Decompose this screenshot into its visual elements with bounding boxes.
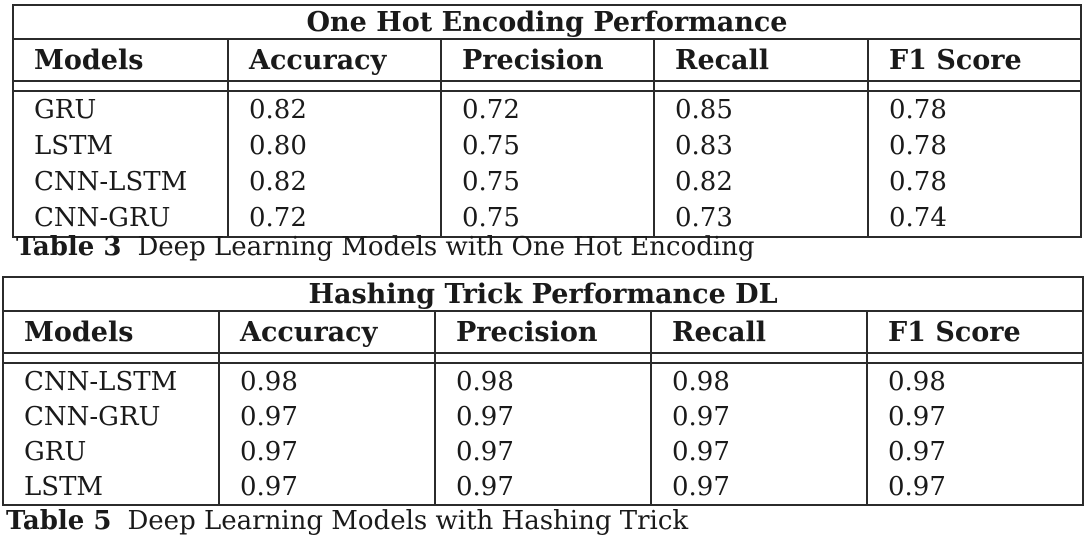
table-cell: 0.97	[651, 469, 867, 505]
column-header: Recall	[654, 39, 868, 81]
header-row	[13, 39, 1081, 81]
table-cell: GRU	[3, 434, 219, 469]
table-row	[13, 164, 1081, 200]
table-caption	[6, 506, 688, 536]
column-header: F1 Score	[867, 311, 1083, 353]
table-cell: 0.98	[651, 363, 867, 399]
table-cell: 0.82	[654, 164, 868, 200]
table-cell: 0.78	[868, 164, 1081, 200]
table-cell: CNN-GRU	[13, 200, 228, 237]
column-header: Precision	[435, 311, 651, 353]
one-hot-encoding-table	[12, 4, 1082, 238]
column-header: Accuracy	[219, 311, 435, 353]
table-cell: 0.82	[228, 164, 441, 200]
hashing-trick-table	[2, 276, 1084, 506]
header-row	[3, 311, 1083, 353]
table-cell: 0.78	[868, 128, 1081, 164]
table-cell: 0.97	[867, 434, 1083, 469]
table-title: Hashing Trick Performance DL	[3, 277, 1083, 311]
table-row	[3, 469, 1083, 505]
table-cell: 0.82	[228, 91, 441, 128]
table-row	[13, 128, 1081, 164]
table-cell: 0.97	[435, 399, 651, 434]
caption-text: Deep Learning Models with One Hot Encoding	[137, 232, 755, 262]
table-cell: 0.72	[441, 91, 654, 128]
table-cell: 0.97	[219, 399, 435, 434]
table-cell: 0.75	[441, 164, 654, 200]
table-cell: 0.97	[651, 399, 867, 434]
table-cell: 0.97	[435, 434, 651, 469]
table-cell: CNN-LSTM	[13, 164, 228, 200]
table-cell: 0.98	[219, 363, 435, 399]
table-cell: 0.97	[219, 434, 435, 469]
table-cell: CNN-GRU	[3, 399, 219, 434]
table-cell: 0.73	[654, 200, 868, 237]
table-cell: CNN-LSTM	[3, 363, 219, 399]
table-cell: GRU	[13, 91, 228, 128]
table-cell: 0.98	[435, 363, 651, 399]
column-header: Models	[13, 39, 228, 81]
table-title: One Hot Encoding Performance	[13, 5, 1081, 39]
table-caption	[16, 232, 755, 262]
column-header: Precision	[441, 39, 654, 81]
column-header: Accuracy	[228, 39, 441, 81]
table-row	[3, 399, 1083, 434]
column-header: Models	[3, 311, 219, 353]
table-cell: LSTM	[13, 128, 228, 164]
table-cell: LSTM	[3, 469, 219, 505]
table-row	[3, 363, 1083, 399]
table-cell: 0.83	[654, 128, 868, 164]
table-cell: 0.80	[228, 128, 441, 164]
table-cell: 0.78	[868, 91, 1081, 128]
column-header: F1 Score	[868, 39, 1081, 81]
table-cell: 0.75	[441, 128, 654, 164]
table-cell: 0.97	[867, 469, 1083, 505]
table-cell: 0.97	[219, 469, 435, 505]
column-header: Recall	[651, 311, 867, 353]
table-cell: 0.72	[228, 200, 441, 237]
caption-label: Table 3	[16, 232, 122, 262]
table-row	[13, 91, 1081, 128]
table-cell: 0.97	[867, 399, 1083, 434]
table-cell: 0.74	[868, 200, 1081, 237]
table-cell: 0.97	[435, 469, 651, 505]
table-cell: 0.97	[651, 434, 867, 469]
table-cell: 0.98	[867, 363, 1083, 399]
table-row	[3, 434, 1083, 469]
table-cell: 0.75	[441, 200, 654, 237]
caption-text: Deep Learning Models with Hashing Trick	[127, 506, 689, 536]
table-cell: 0.85	[654, 91, 868, 128]
caption-label: Table 5	[6, 506, 112, 536]
